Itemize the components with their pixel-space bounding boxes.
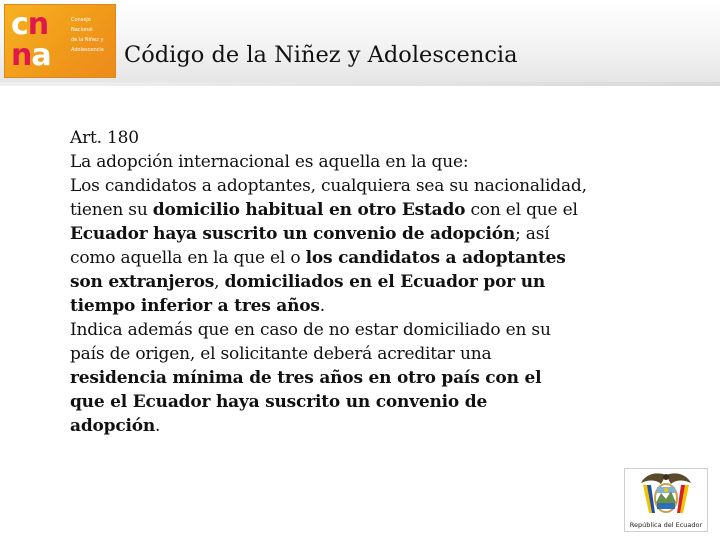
article-intro: La adopción internacional es aquella en la que: — [70, 152, 469, 172]
coat-of-arms-icon — [625, 469, 707, 521]
paragraph-2-line-1: Indica además que en caso de no estar domiciliado en su — [70, 320, 551, 340]
paragraph-2-line-2: país de origen, el solicitante deberá acreditar una — [70, 344, 492, 364]
paragraph-1-line-3: Ecuador haya suscrito un convenio de adopción; así — [70, 224, 550, 244]
logo-letters-top: cn — [11, 7, 49, 42]
paragraph-2-line-5: adopción. — [70, 416, 161, 436]
paragraph-1-line-6: tiempo inferior a tres años. — [70, 296, 325, 316]
article-number: Art. 180 — [70, 128, 139, 148]
article-body — [70, 126, 670, 438]
logo-letters-bottom: na — [11, 38, 51, 73]
ecuador-emblem — [624, 468, 708, 532]
logo-caption: Consejo Nacional de la Niñez y Adolescencia — [71, 17, 104, 53]
paragraph-1-line-2: tienen su domicilio habitual en otro Estado con el que el — [70, 200, 578, 220]
page-title: Código de la Niñez y Adolescencia — [124, 42, 518, 68]
paragraph-1-line-5: son extranjeros, domiciliados en el Ecuador por un — [70, 272, 546, 292]
cnna-logo — [4, 4, 116, 78]
paragraph-1-line-4: como aquella en la que el o los candidatos a adoptantes — [70, 248, 566, 268]
paragraph-1-line-1: Los candidatos a adoptantes, cualquiera sea su nacionalidad, — [70, 176, 587, 196]
paragraph-2-line-4: que el Ecuador haya suscrito un convenio de — [70, 392, 488, 412]
header-divider — [0, 82, 720, 86]
paragraph-2-line-3: residencia mínima de tres años en otro país con el — [70, 368, 542, 388]
emblem-caption: República del Ecuador — [629, 521, 703, 529]
